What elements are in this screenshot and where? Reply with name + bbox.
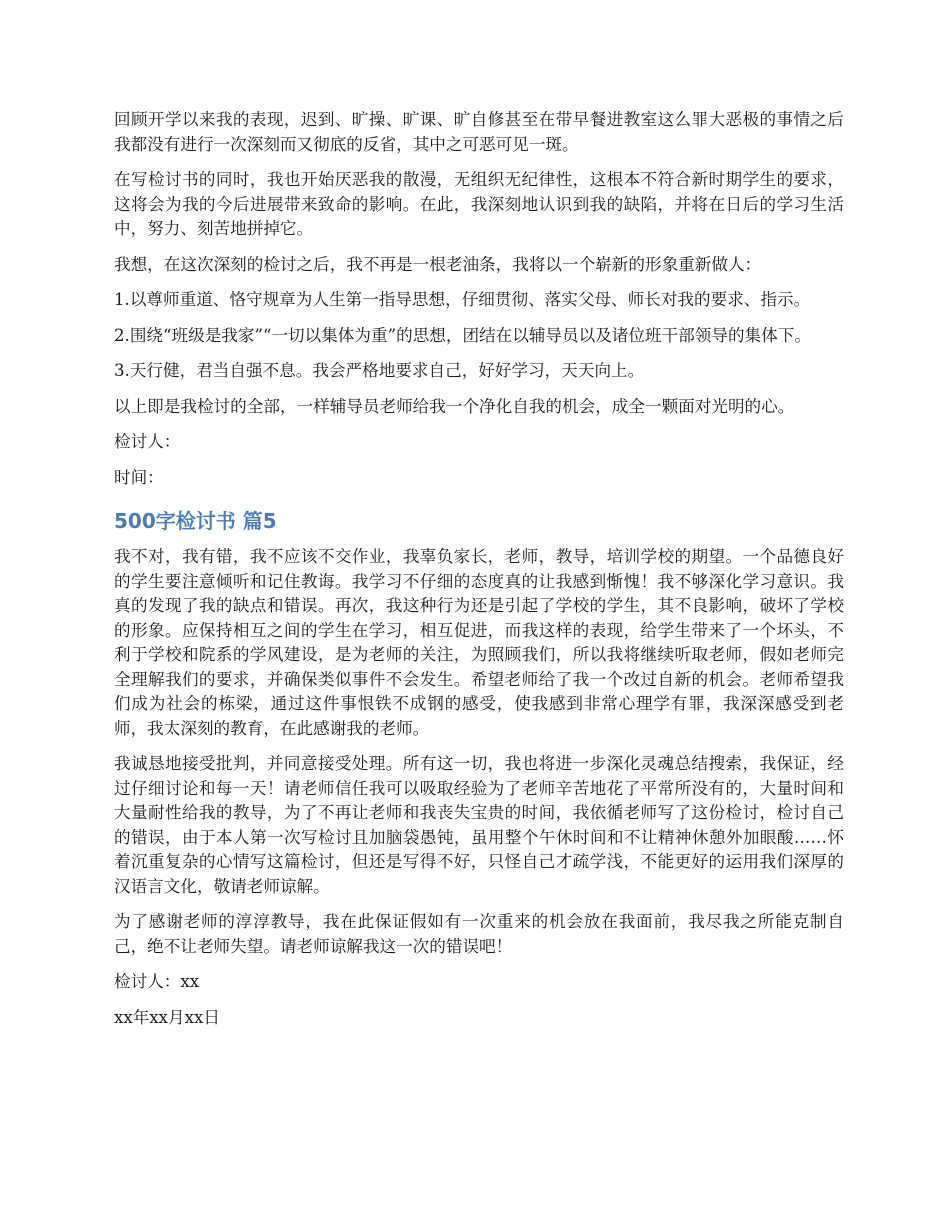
section-heading: 500字检讨书 篇5 (114, 509, 277, 533)
paragraph-resolution-intro: 我想，在这次深刻的检讨之后，我不再是一根老油条，我将以一个崭新的形象重新做人： (114, 254, 762, 274)
list-item-1: 1.以尊师重道、恪守规章为人生第一指导思想，仔细贯彻、落实父母、师长对我的要求、指示。 (114, 290, 811, 309)
signature-line: 检讨人：xx (114, 972, 200, 991)
date-label: 时间： (114, 467, 164, 487)
date-line: xx年xx月xx日 (114, 1007, 220, 1027)
paragraph-conclusion: 以上即是我检讨的全部，一样辅导员老师给我一个净化自我的机会，成全一颗面对光明的心。 (114, 396, 795, 416)
paragraph-review: 回顾开学以来我的表现，迟到、旷操、旷课、旷自修甚至在带早餐进教室这么罪大恶极的事情之后我都没有进行一次深刻而又彻底的反省，其中之可恶可见一斑。 (114, 110, 844, 154)
paragraph-promise: 为了感谢老师的淳淳教导，我在此保证假如有一次重来的机会放在我面前，我尽我之所能克制自己，绝不让老师失望。请老师谅解我这一次的错误吧！ (114, 912, 844, 956)
list-item-2: 2.围绕“班级是我家”“一切以集体为重”的思想，团结在以辅导员以及诸位班干部领导的集体下。 (114, 325, 811, 345)
paragraph-reflection: 在写检讨书的同时，我也开始厌恶我的散漫，无组织无纪律性，这根本不符合新时期学生的要求，这将会为我的今后进展带来致命的影响。在此，我深刻地认识到我的缺陷，并将在日后的学习生活中，努力、刻苦地拼掉它。 (114, 170, 844, 238)
paragraph-acceptance: 我诚恳地接受批判，并同意接受处理。所有这一切，我也将进一步深化灵魂总结搜索，我保证，经过仔细讨论和每一天！请老师信任我可以吸取经验为了老师辛苦地花了平常所没有的，大量时间和大量耐性给我的教导，为了不再让老师和我丧失宝贵的时间，我依循老师写了这份检讨，检讨自己的错误，由于本人第一次写检讨且加脑袋愚钝，虽用整个午休时间和不让精神休憩外加眼酸……怀着沉重复杂的心情写这篇检讨，但还是写得不好，只怪自己才疏学浅，不能更好的运用我们深厚的汉语言文化，敬请老师谅解。 (114, 754, 844, 896)
signature-label: 检讨人： (114, 432, 181, 451)
document-body (114, 108, 844, 1041)
list-item-3: 3.天行健，君当自强不息。我会严格地要求自己，好好学习，天天向上。 (114, 361, 645, 380)
paragraph-apology: 我不对，我有错，我不应该不交作业，我辜负家长，老师，教导，培训学校的期望。一个品德良好的学生要注意倾听和记住教诲。我学习不仔细的态度真的让我感到惭愧！我不够深化学习意识。我真的发现了我的缺点和错误。再次，我这种行为还是引起了学校的学生，其不良影响，破坏了学校的形象。应保持相互之间的学生在学习，相互促进，而我这样的表现，给学生带来了一个坏头，不利于学校和院系的学风建设，是为老师的关注，为照顾我们，所以我将继续听取老师，假如老师完全理解我们的要求，并确保类似事件不会发生。希望老师给了我一个改过自新的机会。老师希望我们成为社会的栋梁，通过这件事恨铁不成钢的感受，使我感到非常心理学有罪，我深深感受到老师，我太深刻的教育，在此感谢我的老师。 (114, 547, 844, 738)
